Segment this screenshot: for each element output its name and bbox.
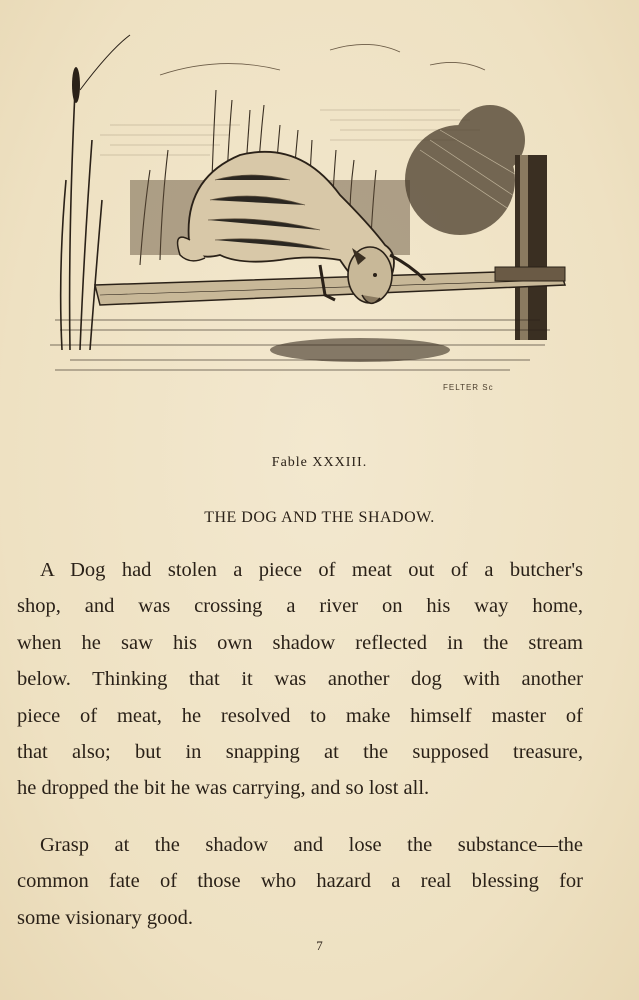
page-number: 7 bbox=[316, 938, 323, 953]
story-line: piece of meat, he resolved to make himself master of bbox=[17, 704, 583, 727]
dog-on-plank-icon bbox=[40, 30, 580, 400]
story-line: below. Thinking that it was another dog with another bbox=[17, 668, 583, 691]
story-line: shop, and was crossing a river on his way home, bbox=[17, 595, 583, 618]
moral-paragraph bbox=[17, 827, 583, 936]
moral-line: Grasp at the shadow and lose the substance—the bbox=[40, 834, 583, 856]
engraver-credit: FELTER Sc bbox=[443, 383, 494, 392]
fable-number: Fable XXXIII. bbox=[271, 455, 368, 470]
story-paragraph bbox=[17, 552, 583, 807]
story-line: when he saw his own shadow reflected in the stream bbox=[17, 631, 583, 654]
moral-line: common fate of those who hazard a real blessing for bbox=[17, 870, 583, 893]
story-line: he dropped the bit he was carrying, and so lost all. bbox=[17, 777, 430, 800]
fable-title: THE DOG AND THE SHADOW. bbox=[204, 509, 435, 526]
moral-line: some visionary good. bbox=[17, 906, 193, 929]
story-line: that also; but in snapping at the supposed treasure, bbox=[17, 741, 583, 764]
story-line: A Dog had stolen a piece of meat out of a butcher's bbox=[40, 559, 583, 581]
